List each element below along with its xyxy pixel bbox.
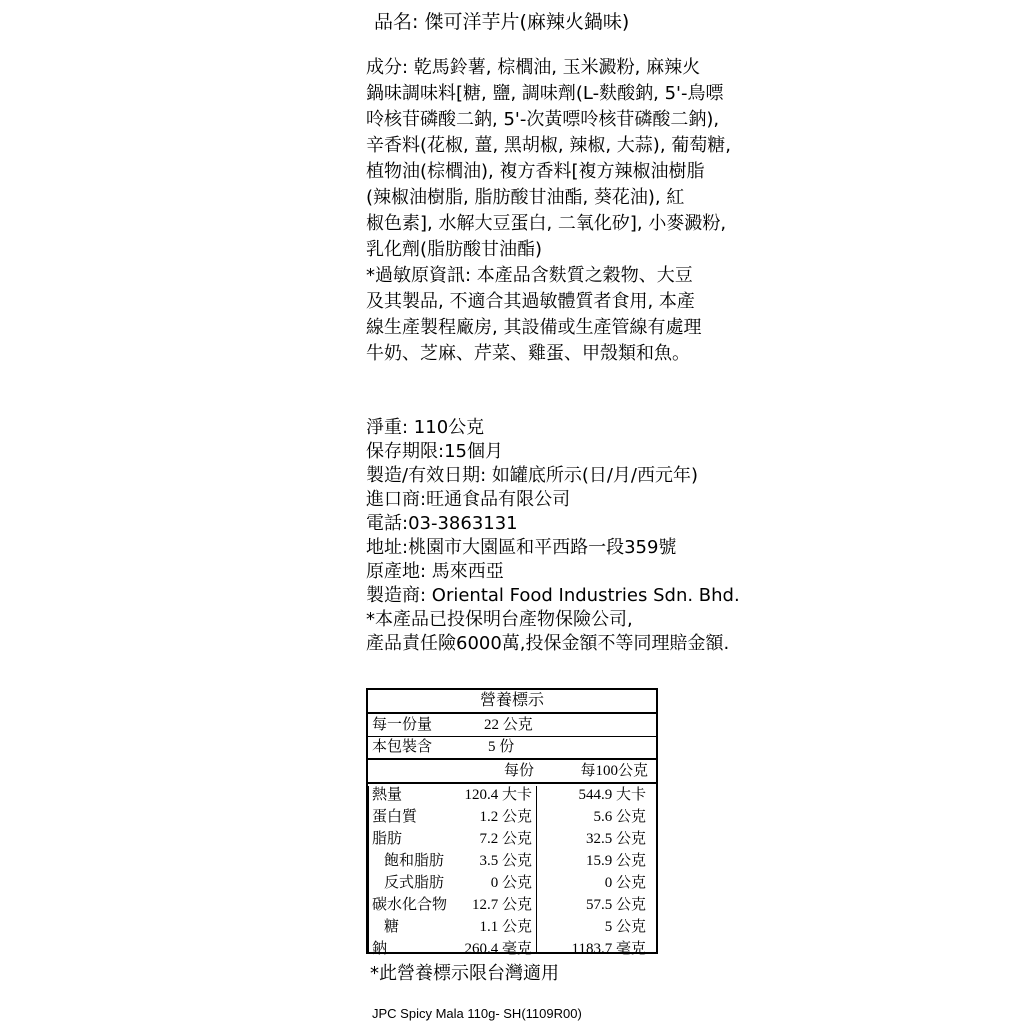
nutrient-row <box>368 850 656 872</box>
ingredients-line: 成分: 乾馬鈴薯, 棕櫚油, 玉米澱粉, 麻辣火 <box>366 57 701 78</box>
nutrient-row <box>368 828 656 850</box>
nutrient-name: 飽和脂肪 <box>384 853 445 869</box>
servings-label: 本包裝含 <box>372 739 433 755</box>
origin: 原產地: 馬來西亞 <box>366 561 504 582</box>
insurance-note: 產品責任險6000萬,投保金額不等同理賠金額. <box>366 633 730 654</box>
nutrition-footnote: *此營養標示限台灣適用 <box>370 963 559 984</box>
nutrient-row <box>368 894 656 916</box>
allergen-line: 線生產製程廠房, 其設備或生產管線有處理 <box>366 317 702 338</box>
allergen-line: *過敏原資訊: 本產品含麩質之穀物、大豆 <box>366 265 693 286</box>
nutrient-per-serving: 0 公克 <box>490 875 532 891</box>
nutrient-per-serving: 12.7 公克 <box>471 897 532 913</box>
nutrient-per-serving: 260.4 毫克 <box>464 941 532 957</box>
nutrient-per-serving: 1.2 公克 <box>479 809 532 825</box>
date-info: 製造/有效日期: 如罐底所示(日/月/西元年) <box>366 465 699 486</box>
nutrient-per-100g: 5 公克 <box>604 919 646 935</box>
nutrient-per-100g: 15.9 公克 <box>585 853 646 869</box>
phone: 電話:03-3863131 <box>366 513 518 534</box>
nutrient-row <box>368 916 656 938</box>
ingredients-line: 植物油(棕櫚油), 複方香料[複方辣椒油樹脂 <box>366 161 705 182</box>
shelf-life: 保存期限:15個月 <box>366 441 503 462</box>
serving-size-label: 每一份量 <box>372 717 433 733</box>
insurance-note: *本產品已投保明台產物保險公司, <box>366 609 633 630</box>
nutrition-title: 營養標示 <box>368 690 656 714</box>
allergen-line: 及其製品, 不適合其過敏體質者食用, 本產 <box>366 291 695 312</box>
manufacturer: 製造商: Oriental Food Industries Sdn. Bhd. <box>366 585 740 606</box>
nutrient-per-serving: 120.4 大卡 <box>464 787 532 803</box>
ingredients-line: 辛香料(花椒, 薑, 黑胡椒, 辣椒, 大蒜), 葡萄糖, <box>366 135 731 156</box>
nutrient-per-100g: 32.5 公克 <box>585 831 646 847</box>
nutrient-per-100g: 544.9 大卡 <box>578 787 646 803</box>
product-code: JPC Spicy Mala 110g- SH(1109R00) <box>372 1006 582 1021</box>
nutrient-per-serving: 3.5 公克 <box>479 853 532 869</box>
nutrient-per-serving: 7.2 公克 <box>479 831 532 847</box>
ingredients-line: 椒色素], 水解大豆蛋白, 二氧化矽], 小麥澱粉, <box>366 213 727 234</box>
nutrient-per-100g: 5.6 公克 <box>593 809 646 825</box>
nutrient-name: 鈉 <box>372 941 388 957</box>
ingredients-line: (辣椒油樹脂, 脂肪酸甘油酯, 葵花油), 紅 <box>366 187 685 208</box>
allergen-line: 牛奶、芝麻、芹菜、雞蛋、甲殼類和魚。 <box>366 343 690 364</box>
column-header-row <box>368 760 656 782</box>
serving-size-row <box>368 714 656 736</box>
nutrient-per-serving: 1.1 公克 <box>479 919 532 935</box>
nutrient-row <box>368 938 656 960</box>
col-per-serving: 每份 <box>503 763 534 779</box>
importer: 進口商:旺通食品有限公司 <box>366 489 571 510</box>
serving-size-value: 22 公克 <box>484 717 533 733</box>
nutrition-facts-table <box>366 688 658 957</box>
nutrient-per-100g: 57.5 公克 <box>585 897 646 913</box>
servings-value: 5 份 <box>488 739 515 755</box>
nutrient-row <box>368 872 656 894</box>
nutrient-row <box>368 806 656 828</box>
nutrient-name: 蛋白質 <box>372 809 418 825</box>
nutrient-name: 碳水化合物 <box>372 897 448 913</box>
address: 地址:桃園市大園區和平西路一段359號 <box>366 537 677 558</box>
nutrient-name: 脂肪 <box>372 831 403 847</box>
nutrient-name: 反式脂肪 <box>384 875 445 891</box>
nutrient-per-100g: 1183.7 毫克 <box>571 941 646 957</box>
nutrient-name: 熱量 <box>372 787 403 803</box>
ingredients-line: 乳化劑(脂肪酸甘油酯) <box>366 239 543 260</box>
product-name: 品名: 傑可洋芋片(麻辣火鍋味) <box>374 11 630 33</box>
nutrient-per-100g: 0 公克 <box>604 875 646 891</box>
ingredients-line: 呤核苷磷酸二鈉, 5'-次黃嘌呤核苷磷酸二鈉), <box>366 109 720 130</box>
nutrient-name: 糖 <box>384 919 400 935</box>
net-weight: 淨重: 110公克 <box>366 417 485 438</box>
nutrient-row <box>368 784 656 806</box>
ingredients-line: 鍋味調味料[糖, 鹽, 調味劑(L-麩酸鈉, 5'-鳥嘌 <box>366 83 724 104</box>
col-per-100g: 每100公克 <box>580 763 648 779</box>
servings-per-package-row <box>368 736 656 758</box>
